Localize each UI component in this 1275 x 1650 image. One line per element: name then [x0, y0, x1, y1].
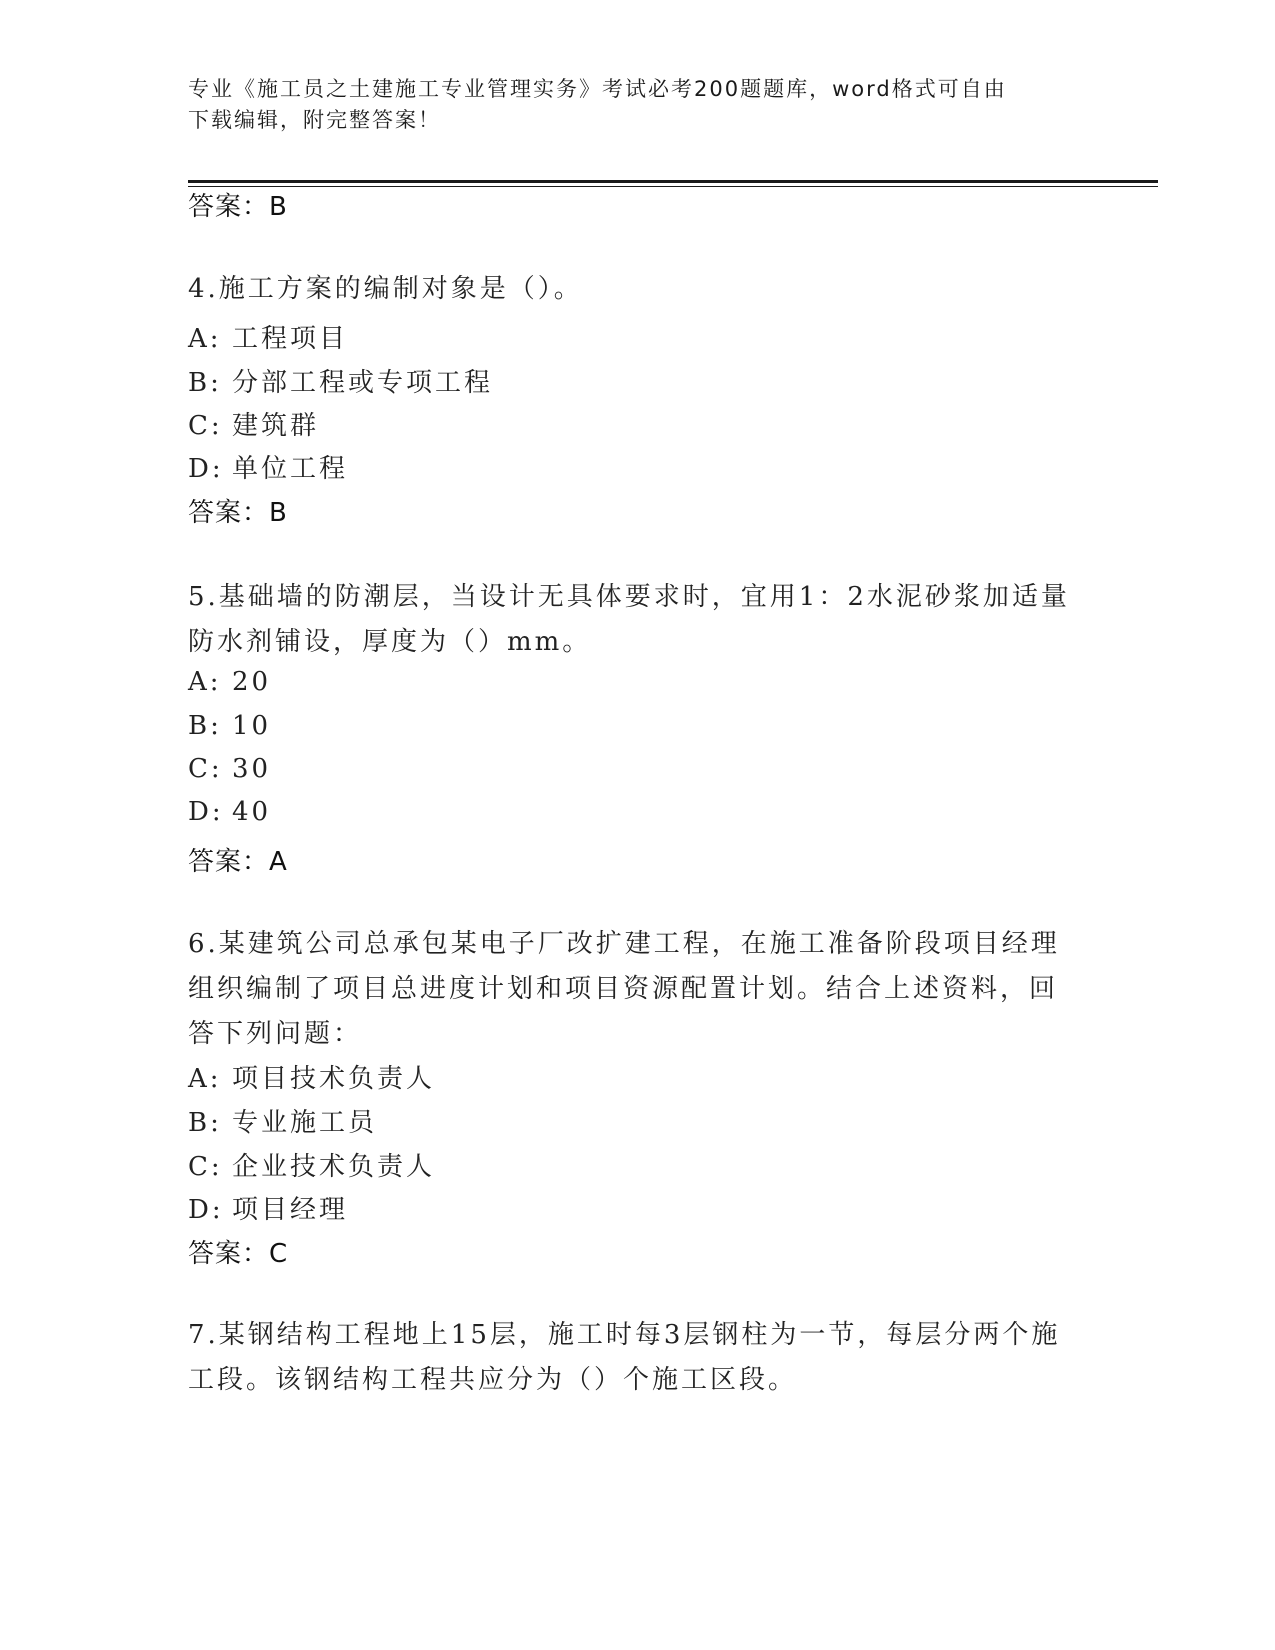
option-letter: B: [188, 1108, 222, 1138]
header-divider-thin [188, 186, 1158, 187]
question-stem-line: 4.施工方案的编制对象是（）。 [188, 274, 583, 304]
question-5-option-b [188, 711, 271, 741]
header-line-1: 专业《施工员之土建施工专业管理实务》考试必考200题题库，word格式可自由 [188, 77, 1007, 101]
question-stem-line: 5.基础墙的防潮层，当设计无具体要求时，宜用1：2水泥砂浆加适量 [188, 582, 1070, 612]
question-4-option-b [188, 362, 493, 399]
question-stem-line: 答下列问题： [188, 1019, 363, 1049]
question-5-option-c [188, 754, 271, 784]
question-6-answer: 答案：C [188, 1239, 289, 1269]
option-text: 项目技术负责人 [232, 1064, 436, 1094]
option-letter: B: [188, 368, 222, 398]
option-text: 专业施工员 [232, 1108, 378, 1138]
option-text: 建筑群 [232, 411, 320, 441]
question-7-stem [188, 1313, 1088, 1403]
question-4-option-a [188, 318, 348, 355]
option-letter: A: [188, 1064, 222, 1094]
question-6-option-c [188, 1146, 435, 1183]
question-5-option-d [188, 797, 271, 827]
question-6-stem [188, 922, 1088, 1057]
question-5-stem [188, 575, 1088, 665]
option-text: 10 [232, 711, 272, 741]
option-letter: C: [188, 1152, 223, 1182]
option-letter: D: [188, 454, 224, 484]
header-divider-thick [188, 180, 1158, 183]
option-letter: D: [188, 797, 224, 827]
document-header [188, 74, 1088, 136]
option-text: 单位工程 [232, 454, 349, 484]
question-4-stem [188, 267, 1088, 312]
option-letter: A: [188, 667, 222, 697]
question-4-answer: 答案：B [188, 498, 288, 528]
question-stem-line: 防水剂铺设，厚度为（）mm。 [188, 627, 592, 657]
question-stem-line: 组织编制了项目总进度计划和项目资源配置计划。结合上述资料，回 [188, 974, 1059, 1004]
option-letter: C: [188, 411, 223, 441]
option-text: 20 [232, 667, 272, 697]
option-text: 30 [232, 754, 272, 784]
question-6-option-a [188, 1058, 435, 1095]
option-text: 工程项目 [232, 324, 349, 354]
question-4-option-d [188, 448, 348, 485]
question-stem-line: 7.某钢结构工程地上15层，施工时每3层钢柱为一节，每层分两个施 [188, 1320, 1061, 1350]
option-letter: A: [188, 324, 222, 354]
option-text: 项目经理 [232, 1195, 349, 1225]
question-4-option-c [188, 405, 319, 442]
question-6-option-d [188, 1189, 348, 1226]
question-6-option-b [188, 1102, 377, 1139]
option-letter: C: [188, 754, 223, 784]
option-text: 分部工程或专项工程 [232, 368, 494, 398]
option-text: 企业技术负责人 [232, 1152, 436, 1182]
question-5-option-a [188, 667, 271, 697]
answer-top: 答案：B [188, 192, 288, 222]
option-letter: D: [188, 1195, 224, 1225]
question-stem-line: 6.某建筑公司总承包某电子厂改扩建工程，在施工准备阶段项目经理 [188, 929, 1060, 959]
option-letter: B: [188, 711, 222, 741]
question-5-answer: 答案：A [188, 847, 288, 877]
option-text: 40 [232, 797, 272, 827]
question-stem-line: 工段。该钢结构工程共应分为（）个施工区段。 [188, 1365, 798, 1395]
header-line-2: 下载编辑，附完整答案！ [188, 108, 441, 132]
